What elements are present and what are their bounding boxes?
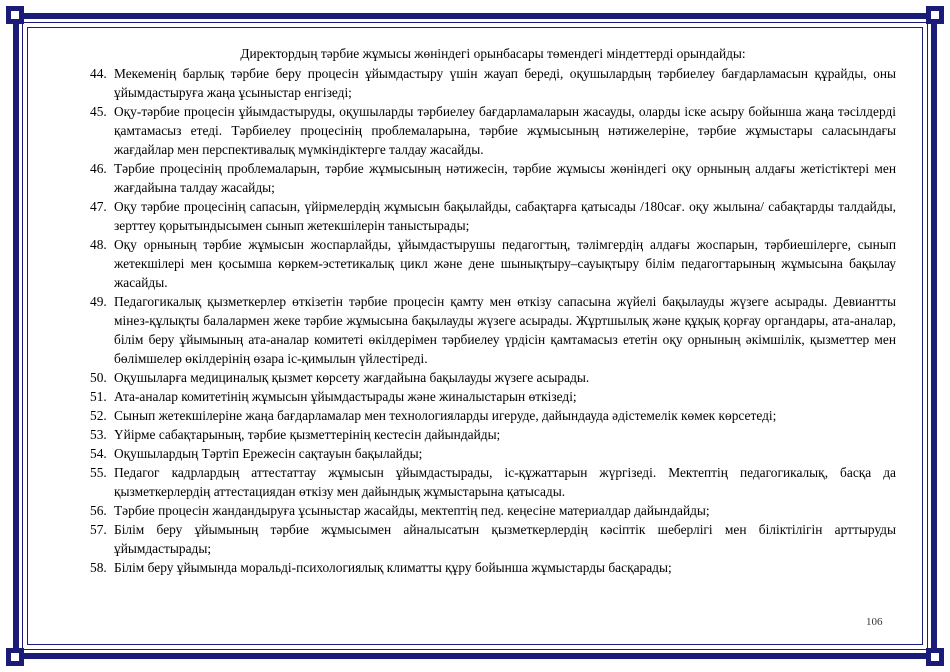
list-item-number: 44. [90, 66, 107, 81]
section-heading: Директордың тәрбие жұмысы жөніндегі орынбасары төмендегі міндеттерді орындайды: [240, 46, 746, 61]
list-item-number: 49. [90, 294, 107, 309]
list-item-text: Педагогикалық қызметкерлер өткізетін тәрбие процесін қамту мен өткізу сапасына жүйелі бақылауды жүзеге асырады. Девиантты мінез-құлықты балалармен жеке тәрбие жұмысына бақылауды жүзеге асырады. Жұртшылық және құқық қорғау органдары, ата-аналар, білім беру ұйымының ата-аналар комитеті өкілдерімен тәрбиелеу үрдісін қамтамасыз ететін оқу орнының әкімшілік, қызметтер мен бөлімшелер өкілдерінің өзара іс-қимылын үйлестіреді. [114, 294, 896, 366]
list-item [90, 406, 896, 425]
list-item [90, 520, 896, 558]
list-item-text: Педагог кадрлардың аттестаттау жұмысын ұйымдастырады, іс-құжаттарын жүргізеді. Мектептің педагогикалық, басқа да қызметкерлердің аттестациядан өткізу мен дайындық жұмыстарына қатысады. [114, 465, 896, 499]
list-item-text: Сынып жетекшілеріне жаңа бағдарламалар мен технологияларды игеруде, дайындауда әдістемелік көмек көрсетеді; [114, 408, 777, 423]
list-item [90, 444, 896, 463]
list-item-number: 46. [90, 161, 107, 176]
list-item-text: Білім беру ұйымында моральді-психологиялық климатты құру бойынша жұмыстарды басқарады; [114, 560, 672, 575]
list-item-number: 56. [90, 503, 107, 518]
list-item-text: Оқу-тәрбие процесін ұйымдастыруды, оқушыларды тәрбиелеу бағдарламаларын жасауды, оларды іске асыру бойынша жаңа тәсілдерді қамтамасыз етеді. Тәрбиелеу процесінің проблемаларына, тәрбие жұмысының нәтижелеріне, тәрбие жұмыстары саласындағы жағдайлар мен перспективалық мүмкіндіктерге талдау жасайды. [114, 104, 896, 157]
list-item-number: 57. [90, 522, 107, 537]
list-item-text: Білім беру ұйымының тәрбие жұмысымен айналысатын қызметкерлердің кәсіптік шеберлігі мен біліктілігін арттыруды ұйымдастырады; [114, 522, 896, 556]
list-item [90, 558, 896, 577]
list-item-number: 58. [90, 560, 107, 575]
list-item-text: Тәрбие процесін жандандыруға ұсыныстар жасайды, мектептің пед. кеңесіне материалдар дайындайды; [114, 503, 710, 518]
document-body [90, 44, 896, 577]
list-item [90, 64, 896, 102]
list-item-number: 52. [90, 408, 107, 423]
list-item-text: Оқу орнының тәрбие жұмысын жоспарлайды, ұйымдастырушы педагогтың, тәлімгердің алдағы жоспарын, тәрбиешілерге, сынып жетекшілері мен қосымша көркем-эстетикалық цикл және дене шынықтыру–сауықтыру білім педагогтарының жұмысына бақылау жасайды. [114, 237, 896, 290]
list-item [90, 102, 896, 159]
border-corner-top-left [6, 6, 24, 24]
border-corner-bottom-left [6, 648, 24, 666]
list-item-text: Оқушылардың Тәртіп Ережесін сақтауын бақылайды; [114, 446, 423, 461]
list-item [90, 387, 896, 406]
list-item-number: 45. [90, 104, 107, 119]
duties-list [90, 64, 896, 577]
list-item [90, 159, 896, 197]
list-item-number: 54. [90, 446, 107, 461]
list-item [90, 292, 896, 368]
list-item-text: Мекеменің барлық тәрбие беру процесін ұйымдастыру үшін жауап береді, оқушылардың тәрбиелеу бағдарламасын құрайды, оны ұйымдастыруға жаңа ұсыныстар енгізеді; [114, 66, 896, 100]
border-corner-top-right [926, 6, 944, 24]
page-number: 106 [866, 616, 883, 628]
list-item-number: 50. [90, 370, 107, 385]
list-item-number: 55. [90, 465, 107, 480]
border-corner-bottom-right [926, 648, 944, 666]
list-item [90, 501, 896, 520]
list-item [90, 368, 896, 387]
list-item-text: Ата-аналар комитетінің жұмысын ұйымдастырады және жиналыстарын өткізеді; [114, 389, 577, 404]
list-item-text: Оқу тәрбие процесінің сапасын, үйірмелердің жұмысын бақылайды, сабақтарға қатысады /180сағ. оқу жылына/ сабақтарды талдайды, зерттеу қорытындысымен сынып жетекшілерін таныстырады; [114, 199, 896, 233]
list-item [90, 463, 896, 501]
list-item-number: 53. [90, 427, 107, 442]
list-item [90, 425, 896, 444]
list-item [90, 197, 896, 235]
list-item-text: Оқушыларға медициналық қызмет көрсету жағдайына бақылауды жүзеге асырады. [114, 370, 590, 385]
list-item-text: Тәрбие процесінің проблемаларын, тәрбие жұмысының нәтижесін, тәрбие жұмысы жөніндегі оқу орнының алдағы жетістіктері мен жағдайына талдау жасайды; [114, 161, 896, 195]
list-item-text: Үйірме сабақтарының, тәрбие қызметтерінің кестесін дайындайды; [114, 427, 501, 442]
list-item-number: 51. [90, 389, 107, 404]
list-item-number: 48. [90, 237, 107, 252]
list-item [90, 235, 896, 292]
list-item-number: 47. [90, 199, 107, 214]
